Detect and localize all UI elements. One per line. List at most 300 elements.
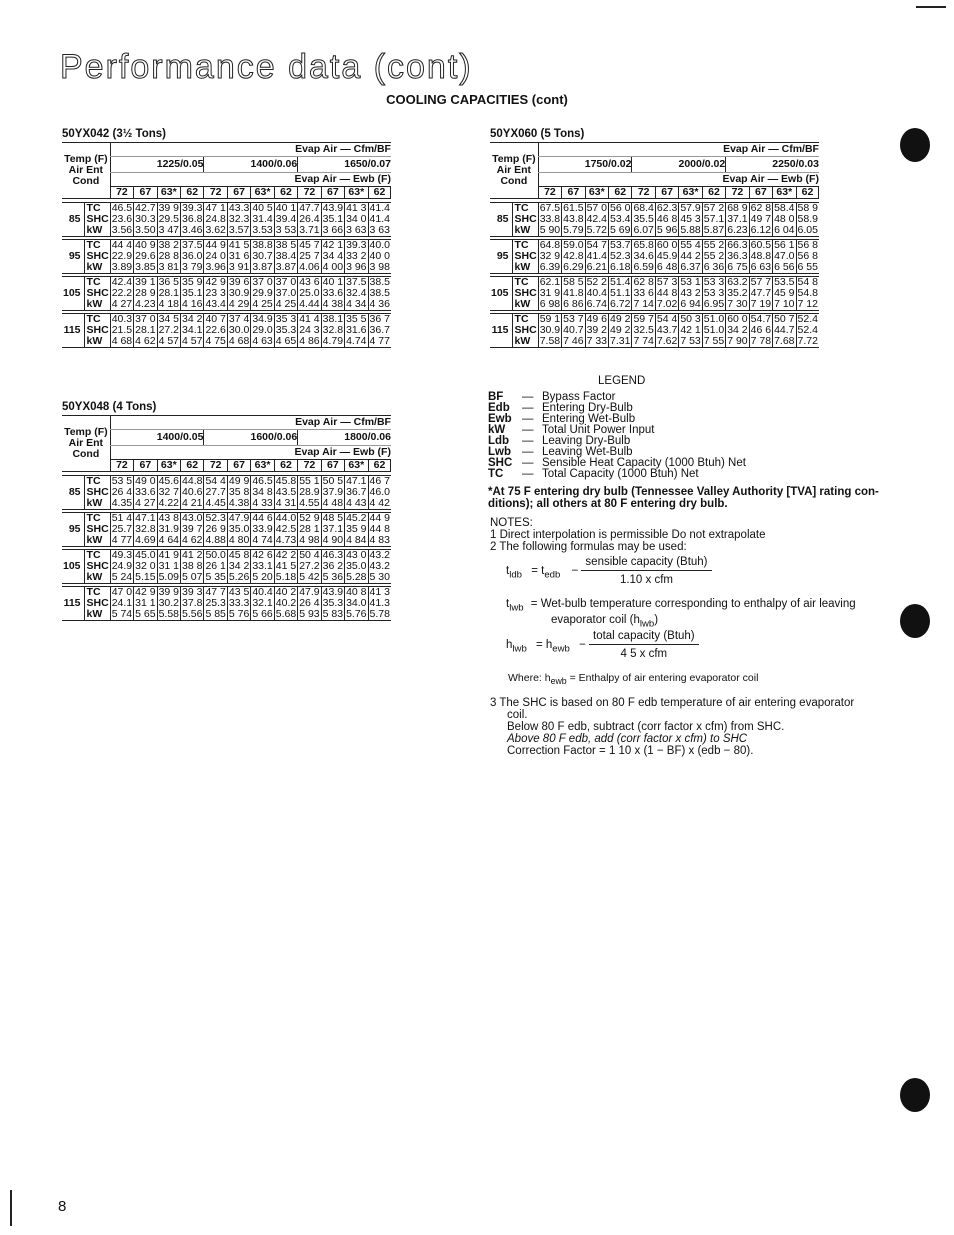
formula-lhs: h [506,639,513,652]
formula-text-2: evaporator coil (h [551,614,640,627]
legend-abbr: BF [488,391,504,403]
table-cell: 46 6 [750,324,772,336]
legend-item [488,469,746,480]
table-cell: 36.7 [346,486,367,498]
formula-lhs-sub: lwb [512,643,527,655]
table-cell: 5.58 [158,608,180,620]
table-cell: 55 1 [299,475,320,487]
table-cell: 46 8 [656,213,678,225]
table-cell: 45.6 [158,475,180,487]
table-cell: 33.6 [322,287,344,299]
ewb-value: 72 [110,187,133,199]
ewb-value: 67 [655,187,678,199]
table-cell: 32.5 [633,324,654,336]
table-cell: 26.4 [299,213,320,225]
table-cell: 63.2 [727,276,748,288]
table-cell: 3.71 [299,224,320,236]
note-3-line-3: Below 80 F edb, subtract (corr factor x cfm) from SHC. [507,721,785,733]
table-cell: 24.9 [111,560,133,572]
table-cell: 39 9 [158,202,180,214]
table-cell: 29.0 [252,324,273,336]
cfm-header: Evap Air — Cfm/BF [110,416,391,430]
table-cell: 45.0 [135,549,156,561]
table-cell: 40 9 [135,239,156,251]
table-cell: 5 66 [252,608,273,620]
table-cell: 45 8 [228,549,250,561]
table-cell: 5 96 [656,224,678,236]
ewb-value: 62 [181,187,204,199]
table-cell: 57.1 [703,213,725,225]
footnote-line-2: ditions); all others at 80 F entering dry bulb. [488,498,728,510]
legend-desc: Leaving Wet-Bulb [542,446,633,458]
table-cell: 53 7 [563,313,584,325]
table-cell: 6 04 [774,224,795,236]
row-temp: 85 [490,203,512,237]
table-cell: 4.55 [299,497,320,509]
table-cell: 4 27 [135,497,156,509]
temp-header [62,416,110,472]
table-cell: 56 8 [797,250,818,262]
row-label: SHC [84,251,110,262]
table-cell: 67.5 [539,202,561,214]
table-cell: 43.3 [228,202,250,214]
table-cell: 57 3 [656,276,678,288]
table-cell: 32.4 [346,287,367,299]
temp-header-line: Air Ent [496,164,532,176]
cfm-value: 1650/0.07 [298,157,391,173]
page-title: Performance data (cont) [60,48,473,86]
table-cell: 4 36 [369,298,390,310]
table-cell: 44 9 [205,239,226,251]
table-cell: 41 5 [275,560,297,572]
table-cell: 38.4 [275,250,297,262]
table-cell: 36.0 [182,250,203,262]
cfm-value: 1400/0.06 [204,157,298,173]
table-cell: 28 9 [135,287,156,299]
table-cell: 33.6 [135,486,156,498]
table-cell: 40 5 [252,202,273,214]
table-cell: 5.56 [182,608,203,620]
ewb-value: 63* [585,187,608,199]
table-cell: 6.72 [610,298,631,310]
binder-hole-dot [900,128,930,162]
table-cell: 43.0 [182,512,203,524]
table-cell: 40.0 [369,239,390,251]
table-row [490,299,819,311]
legend-abbr: kW [488,424,506,436]
row-label: kW [512,262,538,274]
table-cell: 4 74 [252,534,273,546]
table-cell: 6.59 [633,261,654,273]
table-cell: 3.89 [111,261,133,273]
table-cell: 5.09 [158,571,180,583]
table-cell: 4 42 [369,497,390,509]
table-cell: 49 6 [586,313,608,325]
table-cell: 4 00 [322,261,344,273]
table-cell: 6 75 [727,261,748,273]
legend-dash: — [522,424,534,436]
ewb-value: 72 [204,187,227,199]
table-cell: 42.4 [111,276,133,288]
table-cell: 43.8 [563,213,584,225]
table-cell: 38 5 [275,239,297,251]
table-cell: 40.7 [563,324,584,336]
ewb-value: 62 [368,187,391,199]
table-cell: 37.8 [182,597,203,609]
formula-where [508,672,758,687]
table-cell: 7 46 [563,335,584,347]
legend-title: LEGEND [598,375,646,387]
table-row [62,572,391,584]
table-cell: 43 8 [158,512,180,524]
table-cell: 47 1 [205,202,226,214]
table-cell: 7 74 [633,335,654,347]
table-cell: 7 12 [797,298,818,310]
table-cell: 37 4 [228,313,250,325]
table-50yx060 [490,128,819,350]
ewb-value: 67 [321,187,344,199]
table-cell: 32.8 [135,523,156,535]
table-cell: 31 1 [158,560,180,572]
table-cell: 6 98 [539,298,561,310]
row-label: TC [84,550,110,562]
formula-lhs-sub: ldb [509,569,522,581]
row-label: TC [84,587,110,599]
ewb-value: 67 [321,460,344,472]
table-row [490,225,819,237]
table-cell: 5.88 [680,224,701,236]
row-temp: 85 [62,203,84,237]
table-cell: 5 85 [205,608,226,620]
row-temp: 95 [490,240,512,274]
table-cell: 29.5 [158,213,180,225]
temp-header-line: Temp (F) [64,153,108,165]
table-cell: 50 7 [774,313,795,325]
table-cell: 35.3 [275,324,297,336]
row-label: TC [84,240,110,252]
temp-header-line: Air Ent [68,437,104,449]
table-cell: 62 8 [750,202,772,214]
legend-dash: — [522,413,534,425]
table-cell: 33.8 [539,213,561,225]
table-cell: 28.1 [135,324,156,336]
table-row [62,535,391,547]
ewb-value: 72 [538,187,561,199]
table-cell: 4 27 [111,298,133,310]
table-cell: 4.06 [299,261,320,273]
row-label: SHC [512,214,538,225]
table-cell: 53 3 [703,287,725,299]
table-cell: 4.74 [346,335,367,347]
table-cell: 49 2 [610,313,631,325]
table-cell: 34 8 [252,486,273,498]
table-cell: 38 8 [182,560,203,572]
table-cell: 59.0 [563,239,584,251]
row-label: kW [84,225,110,237]
table-cell: 6 55 [797,261,818,273]
table-cell: 21.5 [111,324,133,336]
table-cell: 57 2 [703,202,725,214]
row-label: kW [84,336,110,348]
table-cell: 4 80 [228,534,250,546]
table-cell: 45.9 [656,250,678,262]
table-cell: 40 7 [205,313,226,325]
table-cell: 3 81 [158,261,180,273]
table-cell: 27.2 [299,560,320,572]
table-cell: 47.9 [299,586,320,598]
table-cell: 66.3 [727,239,748,251]
table-cell: 29.9 [252,287,273,299]
table-cell: 43.2 [369,549,390,561]
table-cell: 49 0 [135,475,156,487]
ewb-value: 62 [181,460,204,472]
table-cell: 31 1 [135,597,156,609]
table-cell: 41.8 [563,287,584,299]
notes [490,517,766,553]
legend-abbr: Edb [488,402,510,414]
ewb-header: Evap Air — Ewb (F) [538,173,819,187]
table-cell: 33.3 [228,597,250,609]
table-cell: 33.1 [252,560,273,572]
ewb-value: 67 [749,187,772,199]
table-cell: 36.8 [182,213,203,225]
table-cell: 26 4 [111,486,133,498]
where-text: = Enthalpy of air entering evaporator coil [566,672,759,684]
table-cell: 6.07 [633,224,654,236]
table-cell: 4 75 [205,335,226,347]
table-cell: 7 14 [633,298,654,310]
table-row [62,225,391,237]
formula-text-2-sub: lwb [639,618,655,630]
table-cell: 40.4 [586,287,608,299]
table-cell: 45 7 [299,239,320,251]
table-cell: 7.68 [774,335,795,347]
table-cell: 26 4 [299,597,320,609]
table-cell: 5.78 [369,608,390,620]
table-cell: 44 2 [680,250,701,262]
table-cell: 3.87 [252,261,273,273]
table-cell: 60 0 [656,239,678,251]
table-cell: 5 24 [111,571,133,583]
legend-dash: — [522,457,534,469]
table-cell: 52.3 [205,512,226,524]
table-cell: 23.6 [111,213,133,225]
table-cell: 6.18 [610,261,631,273]
cfm-value: 2000/0.02 [632,157,726,173]
table-cell: 25.7 [111,523,133,535]
table-cell: 7 55 [703,335,725,347]
formula-fraction [589,630,699,660]
table-cell: 39 3 [182,586,203,598]
legend-dash: — [522,435,534,447]
table-cell: 44 8 [369,523,390,535]
table-cell: 38.5 [369,287,390,299]
table-cell: 6 86 [563,298,584,310]
cfm-value: 2250/0.03 [726,157,819,173]
ewb-value: 67 [134,187,157,199]
table-cell: 58.9 [797,213,818,225]
table-cell: 24 3 [299,324,320,336]
row-label: TC [84,314,110,326]
temp-header-line: Air Ent [68,164,104,176]
table-cell: 53.4 [610,213,631,225]
formula-minus: − [571,565,579,578]
ewb-value: 62 [274,187,297,199]
table-row [490,336,819,348]
ewb-value: 63* [345,460,368,472]
legend-dash: — [522,468,534,480]
table-cell: 4.44 [299,298,320,310]
table-cell: 4.23 [135,298,156,310]
section-subtitle: COOLING CAPACITIES (cont) [386,92,568,107]
table-cell: 6 63 [750,261,772,273]
table-cell: 3 91 [228,261,250,273]
table-cell: 55 2 [703,250,725,262]
table-cell: 7.31 [610,335,631,347]
ewb-value: 63* [773,187,796,199]
table-cell: 50.0 [205,549,226,561]
table-cell: 3.87 [275,261,297,273]
table-cell: 34.1 [182,324,203,336]
table-cell: 57 0 [586,202,608,214]
formula-eq-sub: edb [544,569,561,581]
table-cell: 5.26 [228,571,250,583]
note-3-line-1: 3 The SHC is based on 80 F edb temperature of air entering evaporator [490,697,855,709]
table-row [62,262,391,274]
formula-tldb [506,556,712,586]
table-cell: 34 2 [182,313,203,325]
temp-header-line: Cond [72,448,100,460]
binder-hole-dot [900,1078,930,1112]
table-cell: 42 9 [205,276,226,288]
row-label: TC [512,277,538,289]
table-cell: 39 2 [586,324,608,336]
fraction-denominator: 1.10 x cfm [619,574,673,586]
table-cell: 54 8 [797,276,818,288]
table-cell: 5 42 [299,571,320,583]
page-number: 8 [58,1198,67,1215]
table-cell: 44 4 [111,239,133,251]
table-cell: 47.1 [135,512,156,524]
table-cell: 31.9 [158,523,180,535]
table-cell: 27.2 [158,324,180,336]
row-temp: 115 [490,314,512,348]
table-cell: 59 7 [633,313,654,325]
table-cell: 44.0 [275,512,297,524]
fraction-numerator: total capacity (Btuh) [589,630,699,645]
table-cell: 5 69 [610,224,631,236]
table-cell: 4.38 [228,497,250,509]
table-cell: 45.8 [275,475,297,487]
table-cell: 44 9 [369,512,390,524]
table-cell: 42 1 [322,239,344,251]
table-cell: 34 5 [158,313,180,325]
table-cell: 52 2 [586,276,608,288]
table-cell: 4 18 [158,298,180,310]
table-cell: 61.5 [563,202,584,214]
cfm-value: 1400/0.05 [110,430,204,446]
table-cell: 25 7 [299,250,320,262]
table-cell: 65.8 [633,239,654,251]
table-cell: 46.0 [369,486,390,498]
legend-desc: Sensible Heat Capacity (1000 Btuh) Net [542,457,746,469]
edge-mark [10,1190,12,1226]
table-cell: 41 3 [369,586,390,598]
table-cell: 3 47 [158,224,180,236]
table-cell: 56 0 [610,202,631,214]
table-cell: 4 34 [346,298,367,310]
row-label: kW [84,572,110,584]
table-cell: 47.7 [299,202,320,214]
table-cell: 37.1 [727,213,748,225]
table-cell: 4 86 [299,335,320,347]
table-cell: 42 1 [680,324,701,336]
table-cell: 34.6 [633,250,654,262]
ewb-value: 63* [345,187,368,199]
formula-lhs-sub: lwb [509,602,524,614]
row-label: kW [512,299,538,311]
table-cell: 35 9 [182,276,203,288]
table-cell: 48 5 [322,512,344,524]
table-cell: 5.28 [346,571,367,583]
row-temp: 105 [62,277,84,311]
row-label: SHC [512,251,538,262]
capacity-table [62,142,391,350]
table-cell: 35.1 [182,287,203,299]
table-cell: 52.3 [610,250,631,262]
table-cell: 49 7 [750,213,772,225]
corner-mark [916,6,946,8]
table-cell: 43.2 [369,560,390,572]
row-label: SHC [512,288,538,299]
table-cell: 6 94 [680,298,701,310]
table-cell: 3 96 [346,261,367,273]
row-label: TC [84,203,110,215]
table-cell: 32.1 [252,597,273,609]
table-cell: 3.62 [205,224,226,236]
table-cell: 4 25 [275,298,297,310]
table-cell: 42 2 [275,549,297,561]
table-cell: 35.2 [727,287,748,299]
table-cell: 22.9 [111,250,133,262]
row-label: SHC [84,325,110,336]
table-cell: 4 31 [275,497,297,509]
table-cell: 41.4 [369,213,390,225]
table-cell: 44.7 [774,324,795,336]
table-row [62,336,391,348]
formula-minus: − [579,639,586,652]
ewb-value: 72 [298,460,321,472]
table-cell: 37.0 [275,287,297,299]
table-cell: 37 0 [135,313,156,325]
row-label: kW [84,498,110,510]
legend-dash: — [522,391,534,403]
legend-abbr: TC [488,468,504,480]
table-cell: 39 6 [228,276,250,288]
table-cell: 35 9 [346,523,367,535]
table-row [62,498,391,510]
row-temp: 95 [62,513,84,547]
capacity-table [490,142,819,350]
row-label: TC [84,513,110,525]
table-cell: 24.1 [111,597,133,609]
table-cell: 4 68 [228,335,250,347]
row-temp: 105 [62,550,84,584]
table-cell: 35.1 [322,213,344,225]
table-cell: 32 9 [539,250,561,262]
row-label: TC [84,476,110,488]
table-cell: 40.2 [275,597,297,609]
